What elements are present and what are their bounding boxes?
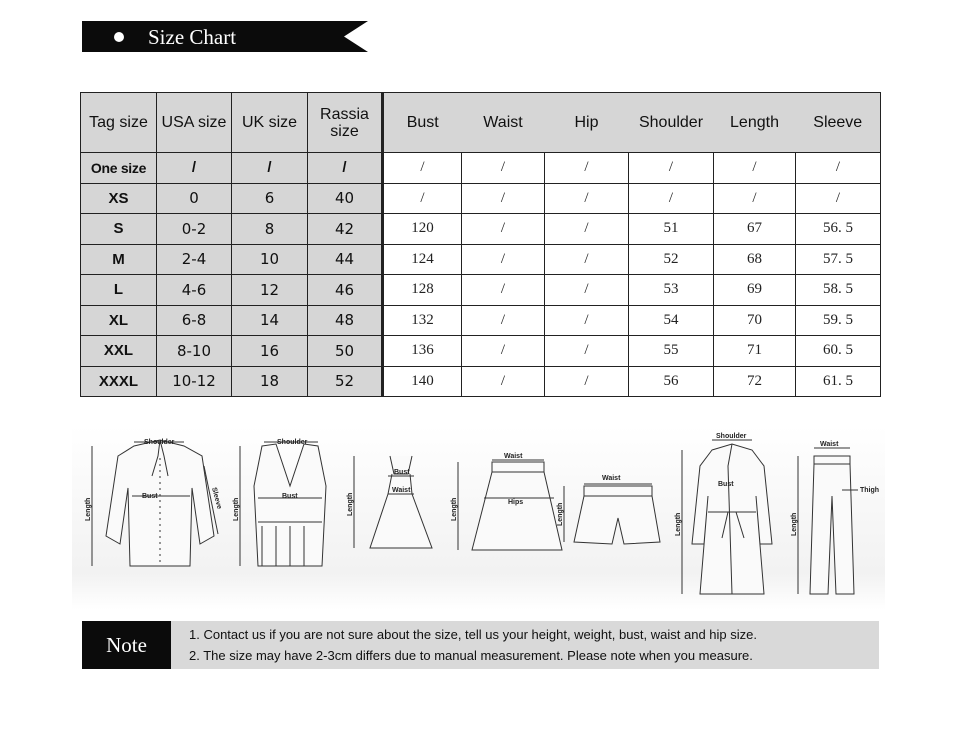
cell-shoulder: / [629, 153, 714, 184]
cell-shoulder: / [629, 183, 714, 214]
cell-bust: / [383, 153, 462, 184]
header-bust: Bust [383, 93, 462, 153]
cell-sleeve: 57. 5 [796, 244, 881, 275]
cell-bust: 128 [383, 275, 462, 306]
cell-tag-size: XXL [81, 336, 157, 367]
cell-length: 69 [714, 275, 796, 306]
cell-usa-size: 10-12 [157, 366, 232, 397]
cell-hip: / [545, 336, 629, 367]
label-sleeve-1: Sleeve [210, 486, 223, 510]
label-length-1: Length [85, 497, 92, 521]
cell-usa-size: 8-10 [157, 336, 232, 367]
bullet-icon [114, 32, 124, 42]
size-chart-banner [82, 21, 368, 52]
cell-rassia-size: 40 [308, 183, 383, 214]
cell-length: 67 [714, 214, 796, 245]
cell-tag-size: XS [81, 183, 157, 214]
header-sleeve: Sleeve [796, 93, 881, 153]
cell-uk-size: 12 [232, 275, 308, 306]
cell-uk-size: 6 [232, 183, 308, 214]
dress-icon [354, 456, 432, 548]
label-length-6: Length [675, 512, 682, 536]
label-waist-3: Waist [392, 487, 411, 494]
cell-sleeve: 59. 5 [796, 305, 881, 336]
label-shoulder-2: Shoulder [277, 439, 308, 446]
cell-uk-size: 18 [232, 366, 308, 397]
tank-top-icon [240, 442, 326, 566]
cell-shoulder: 55 [629, 336, 714, 367]
label-waist-5: Waist [602, 475, 621, 482]
label-length-5: Length [557, 502, 564, 526]
table-row [81, 366, 881, 397]
cell-waist: / [462, 305, 545, 336]
cell-usa-size: 0 [157, 183, 232, 214]
table-row [81, 244, 881, 275]
cell-waist: / [462, 183, 545, 214]
table-row [81, 305, 881, 336]
header-length: Length [714, 93, 796, 153]
cell-hip: / [545, 153, 629, 184]
cell-hip: / [545, 214, 629, 245]
cell-waist: / [462, 153, 545, 184]
note-label: Note [82, 621, 171, 669]
cell-length: 72 [714, 366, 796, 397]
cell-tag-size: M [81, 244, 157, 275]
table-header-row [81, 93, 881, 153]
cell-usa-size: / [157, 153, 232, 184]
header-tag-size: Tag size [81, 93, 157, 153]
cell-shoulder: 54 [629, 305, 714, 336]
cell-tag-size: XL [81, 305, 157, 336]
header-hip: Hip [545, 93, 629, 153]
label-bust-3: Bust [394, 469, 410, 476]
header-waist: Waist [462, 93, 545, 153]
cell-hip: / [545, 244, 629, 275]
header-shoulder: Shoulder [629, 93, 714, 153]
cell-rassia-size: 44 [308, 244, 383, 275]
trousers-icon [798, 448, 858, 594]
size-table-container [80, 92, 880, 401]
cell-rassia-size: / [308, 153, 383, 184]
cell-rassia-size: 42 [308, 214, 383, 245]
cell-bust: 136 [383, 336, 462, 367]
cell-bust: 140 [383, 366, 462, 397]
note-box [82, 621, 879, 669]
table-row [81, 153, 881, 184]
cell-rassia-size: 50 [308, 336, 383, 367]
cell-waist: / [462, 336, 545, 367]
label-waist-4: Waist [504, 453, 523, 460]
label-length-2: Length [233, 497, 240, 521]
cell-sleeve: 58. 5 [796, 275, 881, 306]
note-line-1: 1. Contact us if you are not sure about the size, tell us your height, weight, bust, waist and hip size. [189, 627, 757, 642]
cell-usa-size: 4-6 [157, 275, 232, 306]
label-bust-1: Bust [142, 493, 158, 500]
header-rassia-size: Rassia size [308, 93, 383, 153]
label-thigh-7: Thigh [860, 487, 880, 494]
label-length-7: Length [791, 512, 798, 536]
cell-length: / [714, 153, 796, 184]
cell-uk-size: 16 [232, 336, 308, 367]
cell-usa-size: 0-2 [157, 214, 232, 245]
blouse-icon [92, 440, 218, 566]
cell-waist: / [462, 275, 545, 306]
cell-hip: / [545, 275, 629, 306]
size-table [80, 92, 881, 397]
cell-tag-size: S [81, 214, 157, 245]
cell-tag-size: L [81, 275, 157, 306]
cell-rassia-size: 52 [308, 366, 383, 397]
cell-usa-size: 6-8 [157, 305, 232, 336]
table-row [81, 275, 881, 306]
cell-bust: / [383, 183, 462, 214]
cell-length: 70 [714, 305, 796, 336]
cell-bust: 132 [383, 305, 462, 336]
cell-uk-size: / [232, 153, 308, 184]
table-row [81, 214, 881, 245]
cell-shoulder: 53 [629, 275, 714, 306]
cell-shoulder: 52 [629, 244, 714, 275]
cell-waist: / [462, 214, 545, 245]
cell-sleeve: / [796, 153, 881, 184]
cell-uk-size: 14 [232, 305, 308, 336]
coat-icon [682, 440, 772, 594]
cell-sleeve: 56. 5 [796, 214, 881, 245]
label-bust-2: Bust [282, 493, 298, 500]
table-row [81, 336, 881, 367]
cell-shoulder: 56 [629, 366, 714, 397]
label-length-3: Length [347, 492, 354, 516]
cell-sleeve: 60. 5 [796, 336, 881, 367]
cell-bust: 120 [383, 214, 462, 245]
header-usa-size: USA size [157, 93, 232, 153]
label-bust-6: Bust [718, 481, 734, 488]
cell-tag-size: XXXL [81, 366, 157, 397]
cell-sleeve: 61. 5 [796, 366, 881, 397]
cell-hip: / [545, 183, 629, 214]
cell-length: 71 [714, 336, 796, 367]
cell-rassia-size: 48 [308, 305, 383, 336]
page-title: Size Chart [148, 25, 237, 49]
cell-length: 68 [714, 244, 796, 275]
cell-sleeve: / [796, 183, 881, 214]
cell-waist: / [462, 366, 545, 397]
cell-shoulder: 51 [629, 214, 714, 245]
cell-bust: 124 [383, 244, 462, 275]
cell-uk-size: 8 [232, 214, 308, 245]
shorts-icon [564, 484, 660, 544]
label-waist-7: Waist [820, 441, 839, 448]
cell-hip: / [545, 305, 629, 336]
table-row [81, 183, 881, 214]
cell-waist: / [462, 244, 545, 275]
measurement-illustrations [72, 426, 885, 610]
cell-length: / [714, 183, 796, 214]
cell-hip: / [545, 366, 629, 397]
label-shoulder-6: Shoulder [716, 433, 747, 440]
cell-usa-size: 2-4 [157, 244, 232, 275]
label-shoulder-1: Shoulder [144, 439, 175, 446]
cell-tag-size: One size [81, 153, 157, 184]
cell-rassia-size: 46 [308, 275, 383, 306]
note-line-2: 2. The size may have 2-3cm differs due to manual measurement. Please note when you measure. [189, 648, 753, 663]
header-uk-size: UK size [232, 93, 308, 153]
cell-uk-size: 10 [232, 244, 308, 275]
label-hips-4: Hips [508, 499, 524, 506]
label-length-4: Length [451, 497, 458, 521]
